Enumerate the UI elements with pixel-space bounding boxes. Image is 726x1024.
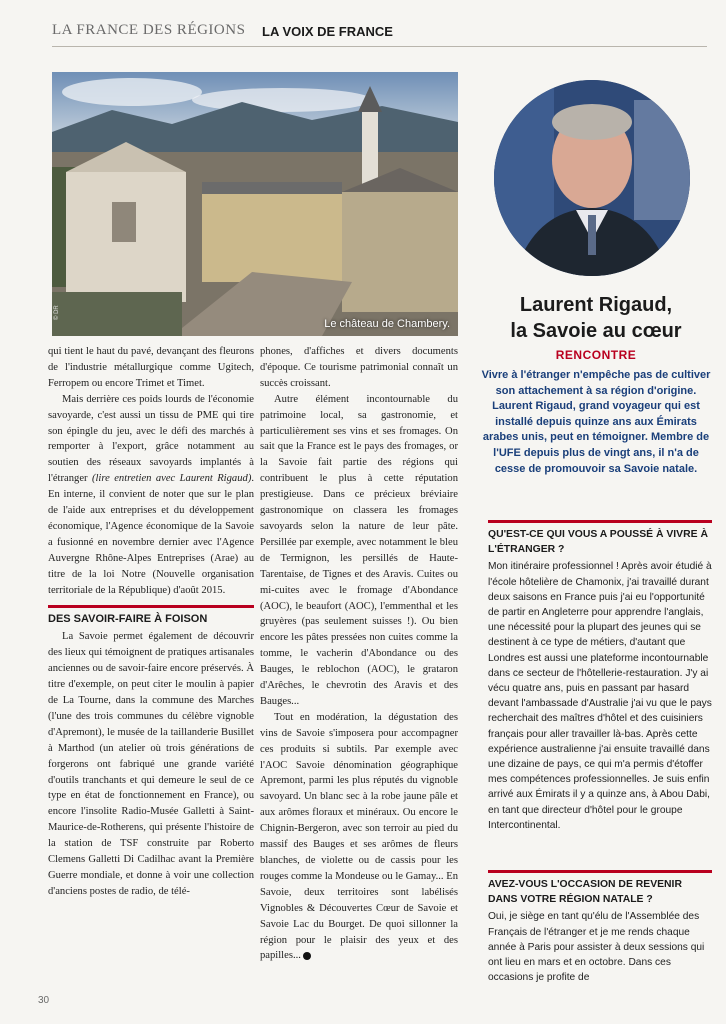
answer-text: Mon itinéraire professionnel ! Après avoir étudié à l'école hôtelière de Chamonix, j'ai travaillé durant deux saisons en France puis j'ai eu l'opportunité de partir en Angleterre pour apprendre l'anglais, une nécessité pour la plupart des jeunes qui se destinent à ce type de métiers, d'autant que Londres est aussi une plateforme incontournable dans ce secteur de l'hôtellerie-restauration. J'y ai vécu quatre ans, puis en passant par hasard devant l'ambassade d'Australie j'ai vu que le pays recherchait des maîtres d'hôtel et des cuisiniers français pour aller travailler là-bas. Après cette expérience australienne j'ai ensuite travaillé dans une dizaine de pays, ce qui m'a permis d'étoffer mes compétences professionnelles. Je suis enfin arrivé aux Émirats il y a quinze ans, à Abou Dabi, en tant que directeur d'hôtel pour le groupe Intercontinental.	[488, 561, 712, 831]
paragraph: Mais derrière ces poids lourds de l'économie savoyarde, c'est aussi un tissu de PME qui tire son épingle du jeu, avec le défi des marchés à remporter à l'export, grâce notamment au soutien des réseaux savoyards implantés à l'étranger (lire entretien avec Laurent Rigaud). En interne, il convient de noter que sur le plan de l'aide aux entreprises et du développement économique, l'Agence économique de la Savoie a fusionné en novembre dernier avec l'Agence Auvergne Rhône-Alpes Entreprises (Arae) au titre de la loi Notre (Nouvelle organisation territoriale de la République) d'août 2015.	[48, 393, 254, 596]
interview-intro: Vivre à l'étranger n'empêche pas de cultiver son attachement à sa région d'origine. Laurent Rigaud, grand voyageur qui est installé depuis quinze ans aux Émirats arabes unis, peut en témoigner. Membre de l'UFE depuis plus de vingt ans, il n'a de cesse de promouvoir sa Savoie natale.	[481, 369, 711, 475]
portrait-photo	[494, 80, 690, 276]
photo-caption: Le château de Chambery.	[324, 318, 450, 330]
question-heading: QU'EST-CE QUI VOUS A POUSSÉ À VIVRE À L'ÉTRANGER ?	[488, 520, 712, 557]
photo-credit: © DR	[54, 305, 60, 320]
chateau-photo	[52, 72, 458, 336]
question-block-1	[488, 520, 712, 833]
paragraph: phones, d'affiches et divers documents d'époque. Ce tourisme patrimonial connaît un succès croissant.	[260, 346, 458, 389]
interview-kicker: RENCONTRE	[555, 348, 637, 362]
end-mark-icon	[303, 952, 311, 960]
title-line: Laurent Rigaud,	[519, 294, 673, 316]
magazine-brand: LA VOIX DE FRANCE	[262, 24, 393, 39]
paragraph: Tout en modération, la dégustation des vins de Savoie s'imposera pour accompagner ces produits si subtils. Par exemple avec l'AOC Savoie dénomination géographique Apremont, parmi les plus réputés du vignoble savoyard. Un blanc sec à la robe jaune pâle et aux arômes floraux et minéraux. Ou encore le Chignin-Bergeron, avec son terroir au pied du massif des Bauges et ses arômes de fleurs blanches, de violette ou de cassis pour les rouges comme la Mondeuse ou le Gamay... En Savoie, deux territoires sont labélisés Vignobles & Découvertes Cœur de Savoie et Savoie Lac du Bourget. De quoi sillonner la région pour le plaisir des yeux et des papilles...	[260, 711, 458, 962]
section-title: LA FRANCE DES RÉGIONS	[52, 22, 246, 38]
page-number: 30	[38, 995, 50, 1006]
article-column-2	[260, 344, 458, 964]
paragraph: qui tient le haut du pavé, devançant des fleurons de l'industrie métallurgique comme Ugitech, Ferropem ou encore Trimet et Timet.	[48, 346, 254, 389]
question-block-2	[488, 870, 712, 985]
title-line: la Savoie au cœur	[510, 320, 682, 342]
page-header	[52, 20, 707, 47]
interview-title	[478, 292, 714, 344]
question-heading: AVEZ-VOUS L'OCCASION DE REVENIR DANS VOTRE RÉGION NATALE ?	[488, 870, 712, 907]
person-illustration	[494, 80, 690, 276]
paragraph: La Savoie permet également de découvrir des lieux qui témoignent de pratiques artisanales anciennes ou de savoir-faire encore préservés. À titre d'exemple, on peut citer le moulin à papier de La Tourne, dans la commune des Marches (l'une des trois communes du célèbre vignoble d'Apremont), le musée de la taillanderie Busillet à Marthod (un atelier où trois générations de forgerons ont fabriqué une grande variété d'outils tranchants et qui demeure le seul de ce type en état de fonctionnement en France), ou encore l'insolite Radio-Musée Galletti à Saint-Maurice-de-Rotherens, qui présente l'histoire de la station de TSF construite par Roberto Clemens Galletti Di Cadilhac avant la Première Guerre mondiale, et donne à voir une collection d'anciens postes de radio, de télé-	[48, 631, 254, 897]
paragraph: Autre élément incontournable du patrimoine local, sa gastronomie, et particulièrement ses vins et ses fromages. On sait que la France est le pays des fromages, or la Savoie fait partie des régions qui contribuent le plus à cette réputation prestigieuse. Dans ce précieux bréviaire gastronomique on classera les fromages savoyards selon la nature de leur pâte. Persillée par exemple, avec notamment le bleu de Termignon, les persillés de Haute-Tarentaise, de Tignes et des Aravis. Cuites ou mi-cuites avec le fromage d'Abondance (AOC), le beaufort (AOC), l'emmenthal et les gruyères (pas seulement suisses !). Ou bien encore les pâtes pressées non cuites comme la tomme, le vacherin d'Abondance ou des Bauges, le reblochon (AOC), le grataron d'Arêches, le chevrotin des Aravis et des Bauges...	[260, 393, 458, 707]
answer-text: Oui, je siège en tant qu'élu de l'Assemblée des Français de l'étranger et je me rends chaque année à Paris pour assister à deux sessions qui ont lieu en mars et en octobre. Dans ces occasions je profite de	[488, 911, 705, 984]
cross-reference: (lire entretien avec Laurent Rigaud)	[91, 473, 252, 485]
section-subhead: DES SAVOIR-FAIRE À FOISON	[48, 605, 254, 628]
chateau-illustration	[52, 72, 458, 336]
article-column-1	[48, 344, 254, 900]
